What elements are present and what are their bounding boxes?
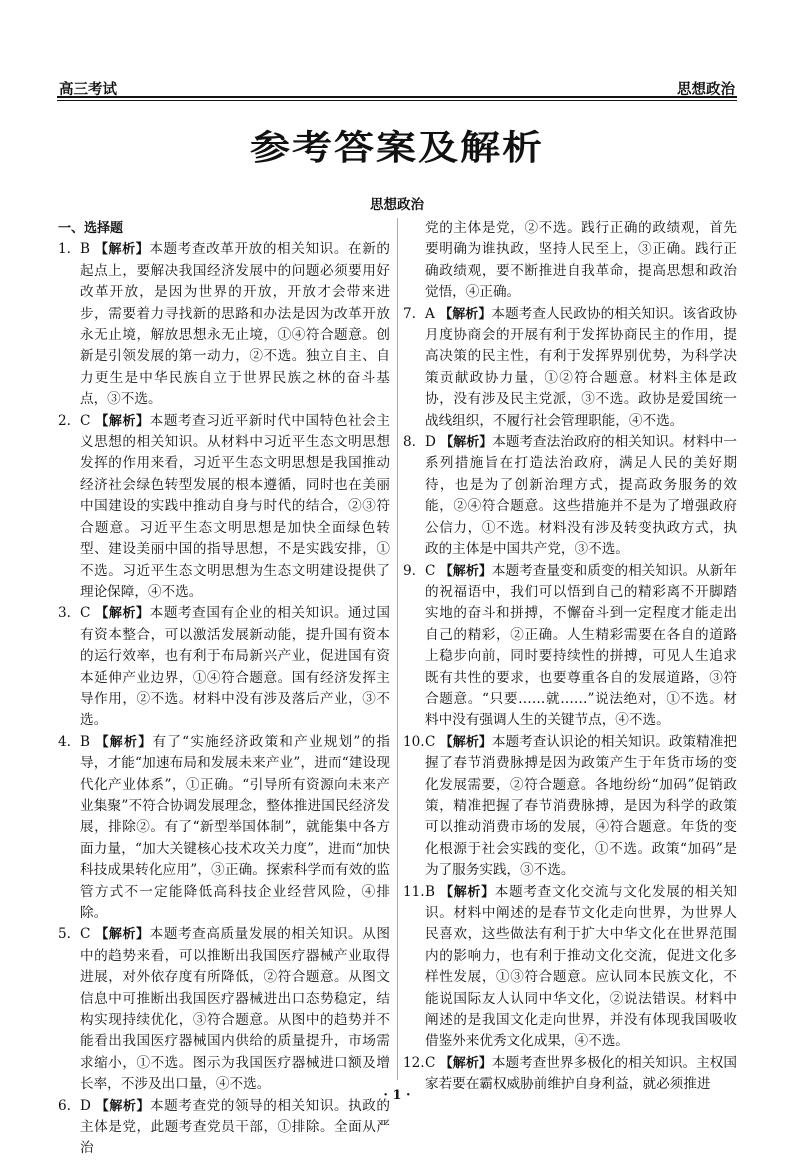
right-column xyxy=(403,218,737,1096)
analysis-text: 有了“实施经济政策和产业规划”的指导，才能“加速布局和发展未来产业”，进而“建设现代化产业体系”，①正确。“引导所有资源向未来产业集聚”不符合协调发展理念，整体推进国民经济发展，排除②。有了“新型举国体制”，就能集中各方面力量，“加大关键核心技术攻关力度”，进而“加快科技成果转化应用”，③正确。探索科学而有效的监管方式不一定能降低高科技企业经营风险，④排除。 xyxy=(80,733,390,921)
analysis-text: 本题考查国有企业的相关知识。通过国有资本整合，可以激活发展新动能，提升国有资本的运行效率，也有利于布局新兴产业，促进国有资本延伸产业边界，①④符合题意。国有经济发挥主导作用，②不选。材料中没有涉及落后产业，③不选。 xyxy=(80,605,390,729)
question-number: 8. xyxy=(403,434,416,451)
column-divider xyxy=(397,218,398,1080)
header-rule-thin xyxy=(57,100,737,101)
page-number: · 1 · xyxy=(383,1088,411,1103)
answer-letter: B xyxy=(80,733,90,750)
question-number: 5. xyxy=(58,926,71,943)
question-number: 2. xyxy=(58,412,71,429)
analysis-text: 本题考查法治政府的相关知识。材料中一系列措施旨在打造法治政府，满足人民的美好期待，也是为了创新治理方式，提高政务服务的效能，②④符合题意。这些措施并不是为了增强政府公信力，①不选。材料没有涉及转变执政方式，执政的主体是中国共产党，③不选。 xyxy=(425,434,737,558)
analysis-text: 本题考查党的领导的相关知识。执政的主体是党，此题考查党员干部，①排除。全面从严治 xyxy=(80,1097,391,1157)
left-column xyxy=(58,218,390,1160)
question-number: 1. xyxy=(58,241,71,258)
analysis-tag: 【解析】 xyxy=(439,306,492,322)
answer-letter: D xyxy=(80,1097,91,1114)
analysis-tag: 【解析】 xyxy=(95,413,150,429)
answer-letter: C xyxy=(80,605,91,622)
question-item xyxy=(58,603,390,731)
question-item xyxy=(58,1096,390,1160)
header-rule-thick xyxy=(57,96,737,98)
analysis-tag: 【解析】 xyxy=(95,927,150,943)
question-number: 10. xyxy=(403,733,425,750)
question-item xyxy=(58,239,390,410)
analysis-text: 本题考查文化交流与文化发展的相关知识。材料中阐述的是春节文化走向世界，为世界人民喜欢，这些做法有利于扩大中华文化在世界范围内的影响力，也有利于推动文化交流，促进文化多样性发展，①③符合题意。应认同本民族文化，不能说国际友人认同中华文化，②说法错误。材料中阐述的是我国文化走向世界，并没有体现我国吸收借鉴外来优秀文化成果，④不选。 xyxy=(425,883,737,1050)
answer-letter: C xyxy=(425,562,436,579)
question-item xyxy=(58,411,390,604)
subject-heading: 思想政治 xyxy=(370,197,424,213)
analysis-tag: 【解析】 xyxy=(94,242,150,258)
analysis-tag: 【解析】 xyxy=(440,884,495,900)
question-number: 7. xyxy=(403,305,416,322)
answer-letter: B xyxy=(425,883,435,900)
answer-letter: B xyxy=(80,241,90,258)
analysis-text: 本题考查人民政协的相关知识。该省政协月度协商会的开展有利于发挥协商民主的作用，提高决策的民主性，有利于发挥界别优势，为科学决策贡献政协力量，①②符合题意。材料主体是政协，没有涉及民主党派，③不选。政协是爱国统一战线组织，不履行社会管理职能，④不选。 xyxy=(425,305,737,429)
page-title: 参考答案及解析 xyxy=(250,128,544,169)
answer-letter: C xyxy=(80,412,91,429)
question-number: 3. xyxy=(58,605,71,622)
analysis-text: 本题考查认识论的相关知识。政策精准把握了春节消费脉搏是因为政策产生于年货市场的变化发展需要，②符合题意。各地纷纷“加码”促销政策，精准把握了春节消费脉搏，是因为科学的政策可以推动消费市场的发展，④符合题意。年货的变化根源于社会实践的变化，①不选。政策“加码”是为了服务实践，③不选。 xyxy=(425,733,737,879)
answer-letter: D xyxy=(425,434,436,451)
analysis-text: 本题考查习近平新时代中国特色社会主义思想的相关知识。从材料中习近平生态文明思想发挥的作用来看，习近平生态文明思想是我国推动经济社会绿色转型发展的根本遵循，同时也在美丽中国建设的实践中推动自身与时代的结合，②③符合题意。习近平生态文明思想是加快全面绿色转型、建设美丽中国的指导思想，不是实践安排，①不选。习近平生态文明思想为生态文明建设提供了理论保障，④不选。 xyxy=(80,412,390,600)
analysis-tag: 【解析】 xyxy=(440,435,493,451)
answer-letter: C xyxy=(425,733,436,750)
question-item xyxy=(403,304,737,432)
analysis-text: 本题考查世界多极化的相关知识。主权国家若要在霸权威胁前维护自身利益，就必须推进 xyxy=(425,1054,737,1093)
analysis-tag: 【解析】 xyxy=(95,1098,151,1114)
header-right-subject: 思想政治 xyxy=(677,82,735,98)
question-item xyxy=(403,732,737,882)
analysis-text: 本题考查改革开放的相关知识。在新的起点上，要解决我国经济发展中的问题必须要用好改革开放，是因为世界的开放，开放才会带来进步，需要着力寻找新的思路和办法是因为改革开放永无止境，解放思想永无止境，①④符合题意。创新是引领发展的第一动力，②不选。独立自主、自力更生是中华民族自立于世界民族之林的奋斗基点，③不选。 xyxy=(80,241,390,408)
analysis-tag: 【解析】 xyxy=(95,734,153,750)
analysis-tag: 【解析】 xyxy=(439,1055,492,1071)
answer-letter: A xyxy=(425,305,435,322)
section-heading: 一、选择题 xyxy=(58,221,124,236)
question-number: 6. xyxy=(58,1097,71,1114)
analysis-tag: 【解析】 xyxy=(439,734,492,750)
analysis-tag: 【解析】 xyxy=(439,563,492,579)
question-item xyxy=(58,924,390,1095)
question-number: 9. xyxy=(403,562,416,579)
question-item xyxy=(403,432,737,560)
analysis-text: 本题考查高质量发展的相关知识。从图中的趋势来看，可以推断出我国医疗器械产业取得进展，对外依存度有所降低，②符合题意。从图文信息中可推断出我国医疗器械进出口态势稳定，结构实现持续优化，③符合题意。从图中的趋势并不能看出我国医疗器械国内供给的质量提升，市场需求缩小，①不选。图示为我国医疗器械进口额及增长率，不涉及出口量，④不选。 xyxy=(80,926,390,1093)
header-left-exam-name: 高三考试 xyxy=(59,82,117,98)
question-item xyxy=(58,732,390,925)
question-item xyxy=(403,561,737,732)
question-number: 12. xyxy=(403,1054,425,1071)
answer-letter: C xyxy=(425,1054,436,1071)
analysis-tag: 【解析】 xyxy=(95,606,150,622)
answer-letter: C xyxy=(80,926,91,943)
page-header xyxy=(57,74,737,96)
question-number: 4. xyxy=(58,733,71,750)
question-6-continued: 党的主体是党，②不选。践行正确的政绩观，首先要明确为谁执政，坚持人民至上，③正确。践行正确政绩观，要不断推进自我革命，提高思想和政治觉悟，④正确。 xyxy=(425,220,737,301)
question-item xyxy=(403,882,737,1053)
analysis-text: 本题考查量变和质变的相关知识。从新年的祝福语中，我们可以悟到自己的精彩离不开脚踏实地的奋斗和拼搏，不懈奋斗到一定程度才能走出自己的精彩，②正确。人生精彩需要在各自的道路上稳步向前，同时要持续性的拼搏，可见人生追求既有共性的要求，也要尊重各自的发展道路，③符合题意。“只要……就……”说法绝对，①不选。材料中没有强调人生的关键节点，④不选。 xyxy=(425,562,737,729)
question-number: 11. xyxy=(403,883,425,900)
